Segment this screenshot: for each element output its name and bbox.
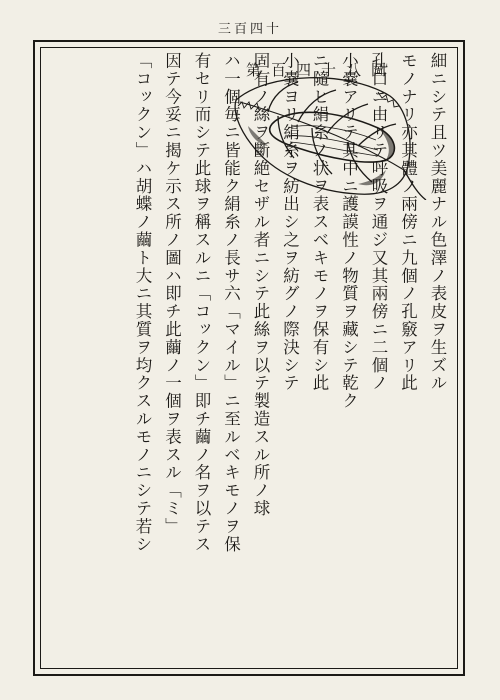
- text-line-5: ニ隨ヒ絹糸ノ状ヲ表スベキモノヲ保有シ此: [310, 52, 329, 393]
- text-line-4: 小嚢アリテ其中ニ護謨性ノ物質ヲ藏シテ乾ク: [339, 52, 359, 410]
- text-line-11: 「コックン」ハ胡蝶ノ繭ト大ニ其質ヲ均クスルモノニシテ若シ: [133, 52, 152, 554]
- text-line-10: 因テ今妥ニ揭ケ示ス所ノ圖ハ即チ此繭ノ一個ヲ表スル「ミ」: [162, 52, 182, 536]
- text-line-9: 有セリ而シテ此球ヲ稱スルニ「コックン」即チ繭ノ名ヲ以テス: [192, 52, 211, 554]
- figure-caption: 第百四十八圖: [246, 61, 397, 79]
- text-line-7: 固有ノ絲ヲ斷絶セザル者ニシテ此絲ヲ以テ製造スル所ノ球: [251, 52, 270, 518]
- text-line-2: モノナリ亦其體ノ兩傍ニ九個ノ孔竅アリ此: [398, 52, 418, 393]
- text-line-8: ハ一個毎ニ皆能ク絹糸ノ長サ六「マイル」ニ至ルベキモノヲ保: [221, 52, 241, 554]
- text-line-1: 細ニシテ且ツ美麗ナル色澤ノ表皮ヲ生ズル: [428, 52, 447, 393]
- page-number: 三百四十: [217, 22, 282, 37]
- body-text: [52, 52, 452, 664]
- text-line-6: 小嚢ヨリ絹糸ヲ紡出シ之ヲ紡グノ際決シテ: [280, 52, 300, 393]
- text-line-3: 孔口ニ由リテ呼吸ヲ通ジ又其兩傍ニ二個ノ: [369, 52, 388, 393]
